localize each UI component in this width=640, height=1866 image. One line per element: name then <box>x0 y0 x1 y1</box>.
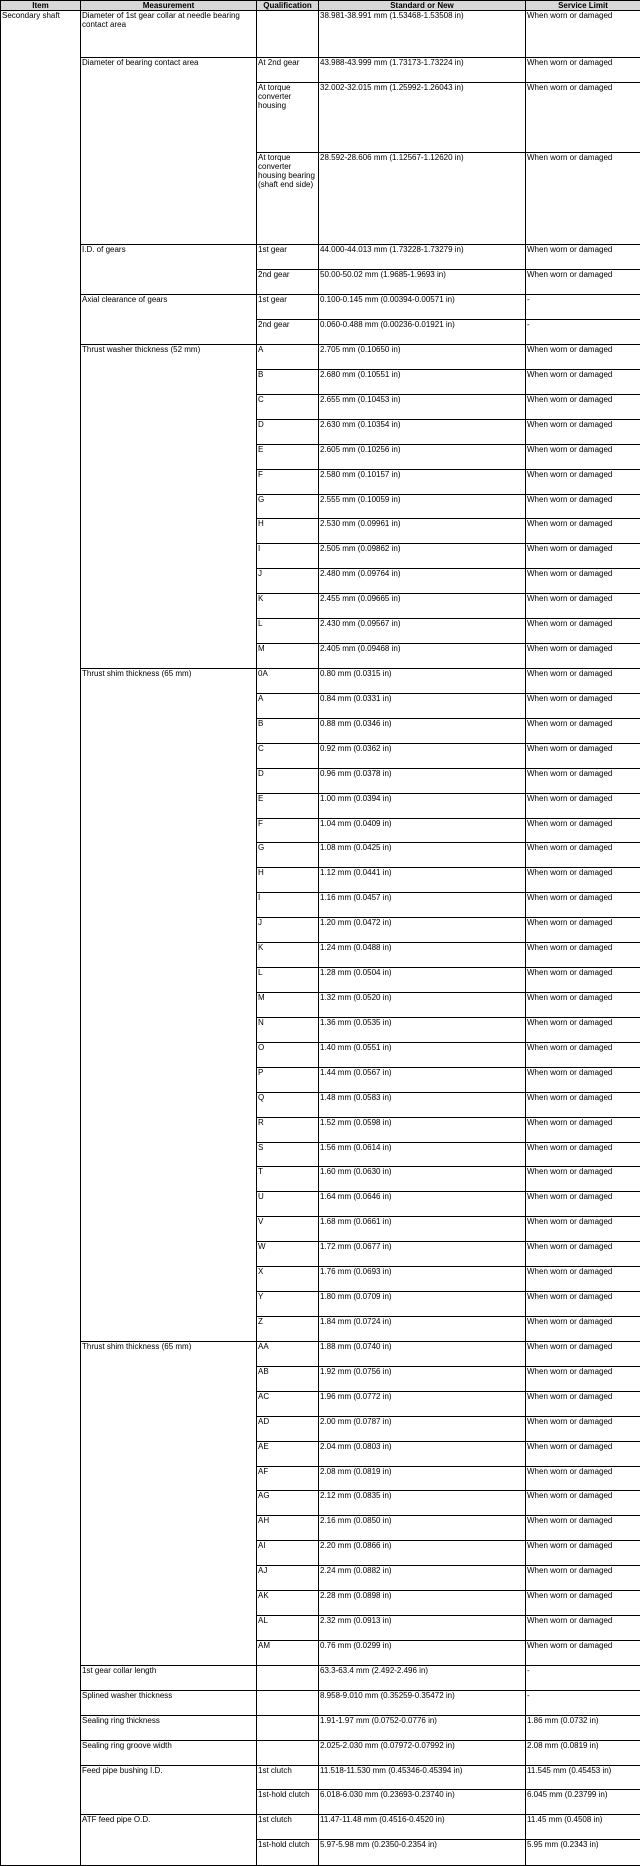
qualification-cell: B <box>257 718 319 743</box>
service-limit-cell: When worn or damaged <box>526 369 640 394</box>
qualification-cell: B <box>257 369 319 394</box>
standard-cell: 38.981-38.991 mm (1.53468-1.53508 in) <box>319 11 526 58</box>
measurement-cell: Sealing ring groove width <box>81 1740 257 1765</box>
qualification-cell: AD <box>257 1416 319 1441</box>
measurement-cell: Sealing ring thickness <box>81 1715 257 1740</box>
standard-cell: 2.505 mm (0.09862 in) <box>319 544 526 569</box>
qualification-cell: M <box>257 644 319 669</box>
service-limit-cell: When worn or damaged <box>526 743 640 768</box>
standard-cell: 44.000-44.013 mm (1.73228-1.73279 in) <box>319 245 526 270</box>
service-limit-cell: When worn or damaged <box>526 569 640 594</box>
qualification-cell <box>257 1665 319 1690</box>
header-measurement: Measurement <box>81 1 257 11</box>
standard-cell: 1.60 mm (0.0630 in) <box>319 1167 526 1192</box>
service-limit-cell: When worn or damaged <box>526 943 640 968</box>
standard-cell: 1.08 mm (0.0425 in) <box>319 843 526 868</box>
service-limit-cell: When worn or damaged <box>526 11 640 58</box>
service-limit-cell: When worn or damaged <box>526 893 640 918</box>
service-limit-cell: When worn or damaged <box>526 1067 640 1092</box>
qualification-cell: Y <box>257 1292 319 1317</box>
standard-cell: 1.91-1.97 mm (0.0752-0.0776 in) <box>319 1715 526 1740</box>
standard-cell: 2.530 mm (0.09961 in) <box>319 519 526 544</box>
qualification-cell: L <box>257 968 319 993</box>
measurement-cell: I.D. of gears <box>81 245 257 295</box>
service-limit-cell: When worn or damaged <box>526 1042 640 1067</box>
standard-cell: 1.80 mm (0.0709 in) <box>319 1292 526 1317</box>
standard-cell: 1.16 mm (0.0457 in) <box>319 893 526 918</box>
qualification-cell: D <box>257 768 319 793</box>
standard-cell: 2.24 mm (0.0882 in) <box>319 1566 526 1591</box>
standard-cell: 1.00 mm (0.0394 in) <box>319 793 526 818</box>
qualification-cell: S <box>257 1142 319 1167</box>
service-limit-cell: When worn or damaged <box>526 1441 640 1466</box>
qualification-cell: C <box>257 743 319 768</box>
measurement-cell: Splined washer thickness <box>81 1690 257 1715</box>
standard-cell: 2.630 mm (0.10354 in) <box>319 419 526 444</box>
standard-cell: 2.605 mm (0.10256 in) <box>319 444 526 469</box>
qualification-cell: AK <box>257 1591 319 1616</box>
table-row <box>1 1341 640 1366</box>
qualification-cell: AA <box>257 1341 319 1366</box>
measurement-cell: Thrust shim thickness (65 mm) <box>81 669 257 1342</box>
qualification-cell: O <box>257 1042 319 1067</box>
service-limit-cell: When worn or damaged <box>526 270 640 295</box>
qualification-cell: AC <box>257 1391 319 1416</box>
measurement-cell: Thrust shim thickness (65 mm) <box>81 1341 257 1665</box>
qualification-cell: A <box>257 693 319 718</box>
qualification-cell: M <box>257 992 319 1017</box>
qualification-cell: D <box>257 419 319 444</box>
item-cell: Secondary shaft <box>1 11 81 1866</box>
standard-cell: 2.555 mm (0.10059 in) <box>319 494 526 519</box>
qualification-cell: G <box>257 843 319 868</box>
qualification-cell <box>257 1715 319 1740</box>
qualification-cell: E <box>257 793 319 818</box>
standard-cell: 2.705 mm (0.10650 in) <box>319 345 526 370</box>
standard-cell: 32.002-32.015 mm (1.25992-1.26043 in) <box>319 83 526 153</box>
standard-cell: 1.68 mm (0.0661 in) <box>319 1217 526 1242</box>
standard-cell: 28.592-28.606 mm (1.12567-1.12620 in) <box>319 153 526 245</box>
service-limit-cell: When worn or damaged <box>526 619 640 644</box>
service-limit-cell: When worn or damaged <box>526 1391 640 1416</box>
service-limit-cell: When worn or damaged <box>526 768 640 793</box>
service-limit-cell: When worn or damaged <box>526 394 640 419</box>
measurement-cell: Axial clearance of gears <box>81 295 257 345</box>
qualification-cell: AM <box>257 1640 319 1665</box>
table-row <box>1 11 640 58</box>
table-row <box>1 58 640 83</box>
qualification-cell: C <box>257 394 319 419</box>
qualification-cell: Q <box>257 1092 319 1117</box>
header-qualification: Qualification <box>257 1 319 11</box>
service-limit-cell: When worn or damaged <box>526 843 640 868</box>
qualification-cell: 2nd gear <box>257 320 319 345</box>
standard-cell: 0.80 mm (0.0315 in) <box>319 669 526 694</box>
table-row <box>1 1715 640 1740</box>
table-row <box>1 295 640 320</box>
standard-cell: 2.405 mm (0.09468 in) <box>319 644 526 669</box>
qualification-cell: 1st-hold clutch <box>257 1840 319 1866</box>
service-limit-cell: When worn or damaged <box>526 594 640 619</box>
service-limit-cell: When worn or damaged <box>526 1416 640 1441</box>
service-limit-cell: When worn or damaged <box>526 1142 640 1167</box>
service-limit-cell: When worn or damaged <box>526 1192 640 1217</box>
service-limit-cell: - <box>526 295 640 320</box>
standard-cell: 2.32 mm (0.0913 in) <box>319 1616 526 1641</box>
service-limit-cell: 1.86 mm (0.0732 in) <box>526 1715 640 1740</box>
standard-cell: 11.47-11.48 mm (0.4516-0.4520 in) <box>319 1815 526 1840</box>
header-item: Item <box>1 1 81 11</box>
service-limit-cell: When worn or damaged <box>526 693 640 718</box>
service-limit-cell: When worn or damaged <box>526 494 640 519</box>
service-limit-cell: When worn or damaged <box>526 83 640 153</box>
standard-cell: 50.00-50.02 mm (1.9685-1.9693 in) <box>319 270 526 295</box>
table-row <box>1 669 640 694</box>
qualification-cell: V <box>257 1217 319 1242</box>
service-limit-cell: When worn or damaged <box>526 245 640 270</box>
service-limit-cell: When worn or damaged <box>526 793 640 818</box>
qualification-cell: 0A <box>257 669 319 694</box>
qualification-cell: L <box>257 619 319 644</box>
table-row <box>1 1665 640 1690</box>
standard-cell: 1.64 mm (0.0646 in) <box>319 1192 526 1217</box>
table-row <box>1 1815 640 1840</box>
service-limit-cell: When worn or damaged <box>526 968 640 993</box>
qualification-cell: K <box>257 943 319 968</box>
qualification-cell: R <box>257 1117 319 1142</box>
standard-cell: 2.28 mm (0.0898 in) <box>319 1591 526 1616</box>
standard-cell: 6.018-6.030 mm (0.23693-0.23740 in) <box>319 1790 526 1815</box>
service-limit-cell: When worn or damaged <box>526 419 640 444</box>
qualification-cell: W <box>257 1242 319 1267</box>
standard-cell: 2.455 mm (0.09665 in) <box>319 594 526 619</box>
service-limit-cell: - <box>526 1690 640 1715</box>
standard-cell: 2.16 mm (0.0850 in) <box>319 1516 526 1541</box>
qualification-cell <box>257 1740 319 1765</box>
qualification-cell: I <box>257 893 319 918</box>
qualification-cell: E <box>257 444 319 469</box>
service-limit-cell: When worn or damaged <box>526 669 640 694</box>
service-limit-cell: 11.545 mm (0.45453 in) <box>526 1765 640 1790</box>
standard-cell: 2.025-2.030 mm (0.07972-0.07992 in) <box>319 1740 526 1765</box>
qualification-cell: 1st gear <box>257 245 319 270</box>
standard-cell: 0.84 mm (0.0331 in) <box>319 693 526 718</box>
service-limit-cell: When worn or damaged <box>526 1640 640 1665</box>
qualification-cell: AG <box>257 1491 319 1516</box>
standard-cell: 43.988-43.999 mm (1.73173-1.73224 in) <box>319 58 526 83</box>
service-limit-cell: When worn or damaged <box>526 1117 640 1142</box>
qualification-cell <box>257 11 319 58</box>
qualification-cell: F <box>257 818 319 843</box>
standard-cell: 1.28 mm (0.0504 in) <box>319 968 526 993</box>
qualification-cell: AF <box>257 1466 319 1491</box>
standard-cell: 2.680 mm (0.10551 in) <box>319 369 526 394</box>
standard-cell: 1.36 mm (0.0535 in) <box>319 1017 526 1042</box>
standard-cell: 2.00 mm (0.0787 in) <box>319 1416 526 1441</box>
measurement-cell: Diameter of bearing contact area <box>81 58 257 245</box>
measurement-cell: Diameter of 1st gear collar at needle bearing contact area <box>81 11 257 58</box>
service-limit-cell: When worn or damaged <box>526 718 640 743</box>
standard-cell: 1.76 mm (0.0693 in) <box>319 1267 526 1292</box>
service-limit-cell: - <box>526 1665 640 1690</box>
standard-cell: 1.04 mm (0.0409 in) <box>319 818 526 843</box>
service-limit-cell: When worn or damaged <box>526 644 640 669</box>
qualification-cell: 1st gear <box>257 295 319 320</box>
qualification-cell: AJ <box>257 1566 319 1591</box>
service-limit-cell: When worn or damaged <box>526 1516 640 1541</box>
table-row <box>1 345 640 370</box>
standard-cell: 0.96 mm (0.0378 in) <box>319 768 526 793</box>
service-limit-cell: When worn or damaged <box>526 519 640 544</box>
standard-cell: 1.24 mm (0.0488 in) <box>319 943 526 968</box>
service-limit-cell: When worn or damaged <box>526 1092 640 1117</box>
standard-cell: 2.04 mm (0.0803 in) <box>319 1441 526 1466</box>
service-limit-cell: When worn or damaged <box>526 1267 640 1292</box>
qualification-cell: At torque converter housing <box>257 83 319 153</box>
standard-cell: 1.20 mm (0.0472 in) <box>319 918 526 943</box>
service-limit-cell: When worn or damaged <box>526 1217 640 1242</box>
qualification-cell: 1st clutch <box>257 1765 319 1790</box>
standard-cell: 2.20 mm (0.0866 in) <box>319 1541 526 1566</box>
qualification-cell: K <box>257 594 319 619</box>
qualification-cell: 2nd gear <box>257 270 319 295</box>
service-limit-cell: When worn or damaged <box>526 1541 640 1566</box>
table-row <box>1 1690 640 1715</box>
standard-cell: 2.430 mm (0.09567 in) <box>319 619 526 644</box>
qualification-cell: G <box>257 494 319 519</box>
standard-cell: 1.72 mm (0.0677 in) <box>319 1242 526 1267</box>
standard-cell: 2.480 mm (0.09764 in) <box>319 569 526 594</box>
service-limit-cell: When worn or damaged <box>526 1167 640 1192</box>
qualification-cell: 1st-hold clutch <box>257 1790 319 1815</box>
qualification-cell: At 2nd gear <box>257 58 319 83</box>
qualification-cell: J <box>257 569 319 594</box>
service-limit-cell: 11.45 mm (0.4508 in) <box>526 1815 640 1840</box>
service-limit-cell: - <box>526 320 640 345</box>
qualification-cell: F <box>257 469 319 494</box>
standard-cell: 2.655 mm (0.10453 in) <box>319 394 526 419</box>
qualification-cell <box>257 1690 319 1715</box>
service-limit-cell: When worn or damaged <box>526 1591 640 1616</box>
standard-cell: 0.060-0.488 mm (0.00236-0.01921 in) <box>319 320 526 345</box>
standard-cell: 1.52 mm (0.0598 in) <box>319 1117 526 1142</box>
standard-cell: 1.44 mm (0.0567 in) <box>319 1067 526 1092</box>
service-limit-cell: When worn or damaged <box>526 1017 640 1042</box>
service-limit-cell: When worn or damaged <box>526 153 640 245</box>
table-body <box>1 11 640 1866</box>
service-limit-cell: When worn or damaged <box>526 1292 640 1317</box>
service-limit-cell: When worn or damaged <box>526 469 640 494</box>
service-limit-cell: When worn or damaged <box>526 918 640 943</box>
standard-cell: 1.88 mm (0.0740 in) <box>319 1341 526 1366</box>
standard-cell: 0.100-0.145 mm (0.00394-0.00571 in) <box>319 295 526 320</box>
measurement-cell: 1st gear collar length <box>81 1665 257 1690</box>
service-limit-cell: When worn or damaged <box>526 58 640 83</box>
standard-cell: 1.40 mm (0.0551 in) <box>319 1042 526 1067</box>
qualification-cell: U <box>257 1192 319 1217</box>
qualification-cell: AI <box>257 1541 319 1566</box>
standard-cell: 8.958-9.010 mm (0.35259-0.35472 in) <box>319 1690 526 1715</box>
service-limit-cell: When worn or damaged <box>526 1366 640 1391</box>
qualification-cell: AE <box>257 1441 319 1466</box>
service-limit-cell: 5.95 mm (0.2343 in) <box>526 1840 640 1866</box>
table-row <box>1 1765 640 1790</box>
standard-cell: 2.08 mm (0.0819 in) <box>319 1466 526 1491</box>
qualification-cell: H <box>257 519 319 544</box>
standard-cell: 1.12 mm (0.0441 in) <box>319 868 526 893</box>
standard-cell: 0.76 mm (0.0299 in) <box>319 1640 526 1665</box>
header-row <box>1 1 640 11</box>
qualification-cell: 1st clutch <box>257 1815 319 1840</box>
service-limit-cell: When worn or damaged <box>526 345 640 370</box>
qualification-cell: A <box>257 345 319 370</box>
qualification-cell: I <box>257 544 319 569</box>
measurement-cell: Thrust washer thickness (52 mm) <box>81 345 257 669</box>
qualification-cell: At torque converter housing bearing (shaft end side) <box>257 153 319 245</box>
qualification-cell: T <box>257 1167 319 1192</box>
table-row <box>1 245 640 270</box>
standard-cell: 2.12 mm (0.0835 in) <box>319 1491 526 1516</box>
qualification-cell: AL <box>257 1616 319 1641</box>
qualification-cell: X <box>257 1267 319 1292</box>
header-service-limit: Service Limit <box>526 1 640 11</box>
standard-cell: 63.3-63.4 mm (2.492-2.496 in) <box>319 1665 526 1690</box>
qualification-cell: AB <box>257 1366 319 1391</box>
qualification-cell: P <box>257 1067 319 1092</box>
service-limit-cell: When worn or damaged <box>526 992 640 1017</box>
standard-cell: 1.56 mm (0.0614 in) <box>319 1142 526 1167</box>
standard-cell: 1.48 mm (0.0583 in) <box>319 1092 526 1117</box>
service-limit-cell: When worn or damaged <box>526 1242 640 1267</box>
table-row <box>1 1740 640 1765</box>
service-limit-cell: When worn or damaged <box>526 544 640 569</box>
qualification-cell: J <box>257 918 319 943</box>
service-limit-cell: When worn or damaged <box>526 868 640 893</box>
service-limit-cell: 2.08 mm (0.0819 in) <box>526 1740 640 1765</box>
service-limit-cell: When worn or damaged <box>526 1316 640 1341</box>
service-limit-cell: 6.045 mm (0.23799 in) <box>526 1790 640 1815</box>
service-limit-cell: When worn or damaged <box>526 818 640 843</box>
qualification-cell: H <box>257 868 319 893</box>
qualification-cell: AH <box>257 1516 319 1541</box>
standard-cell: 5.97-5.98 mm (0.2350-0.2354 in) <box>319 1840 526 1866</box>
standard-cell: 1.32 mm (0.0520 in) <box>319 992 526 1017</box>
standard-cell: 0.92 mm (0.0362 in) <box>319 743 526 768</box>
service-limit-cell: When worn or damaged <box>526 1616 640 1641</box>
standard-cell: 0.88 mm (0.0346 in) <box>319 718 526 743</box>
header-standard: Standard or New <box>319 1 526 11</box>
standard-cell: 1.84 mm (0.0724 in) <box>319 1316 526 1341</box>
service-limit-cell: When worn or damaged <box>526 1466 640 1491</box>
measurement-cell: ATF feed pipe O.D. <box>81 1815 257 1866</box>
standard-cell: 11.518-11.530 mm (0.45346-0.45394 in) <box>319 1765 526 1790</box>
service-limit-cell: When worn or damaged <box>526 1341 640 1366</box>
service-limit-cell: When worn or damaged <box>526 444 640 469</box>
measurement-cell: Feed pipe bushing I.D. <box>81 1765 257 1815</box>
service-limit-cell: When worn or damaged <box>526 1566 640 1591</box>
service-limit-cell: When worn or damaged <box>526 1491 640 1516</box>
qualification-cell: N <box>257 1017 319 1042</box>
qualification-cell: Z <box>257 1316 319 1341</box>
standard-cell: 1.92 mm (0.0756 in) <box>319 1366 526 1391</box>
standard-cell: 2.580 mm (0.10157 in) <box>319 469 526 494</box>
standard-cell: 1.96 mm (0.0772 in) <box>319 1391 526 1416</box>
